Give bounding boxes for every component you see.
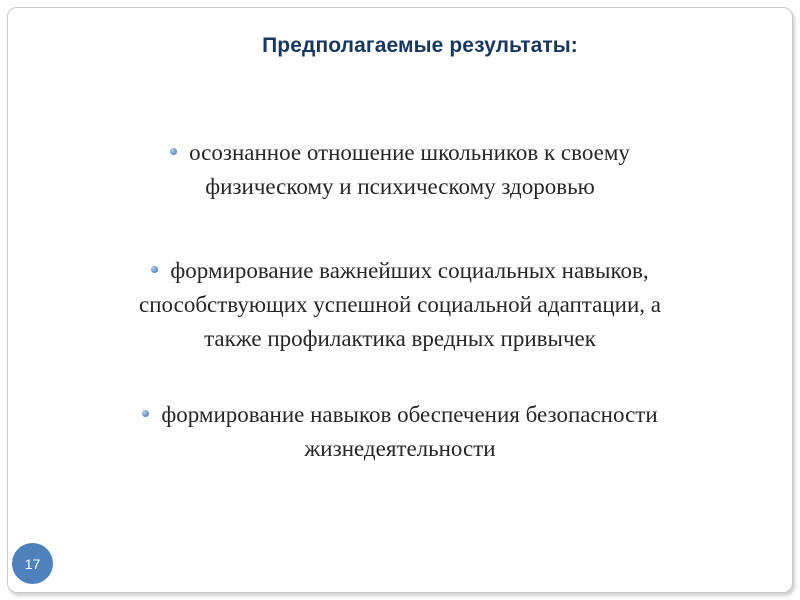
page-number-badge: 17 (12, 543, 53, 584)
bullet-line: осознанное отношение школьников к своему (100, 136, 700, 170)
bullet-line: жизнедеятельности (304, 436, 496, 461)
bullet-dot-icon (142, 410, 149, 417)
bullet-line: физическому и психическому здоровью (205, 174, 595, 199)
bullet-line: формирование навыков обеспечения безопасности (70, 398, 730, 432)
bullet-dot-icon (151, 266, 158, 273)
bullet-line: формирование важнейших социальных навыков, (75, 254, 725, 288)
bullet-item (70, 398, 730, 466)
bullet-line: способствующих успешной социальной адаптации, а (139, 292, 661, 317)
bullet-item (75, 254, 725, 356)
bullet-item (100, 136, 700, 204)
bullet-dot-icon (170, 148, 177, 155)
bullet-line: также профилактика вредных привычек (204, 326, 596, 351)
slide-title: Предполагаемые результаты: (262, 34, 578, 57)
